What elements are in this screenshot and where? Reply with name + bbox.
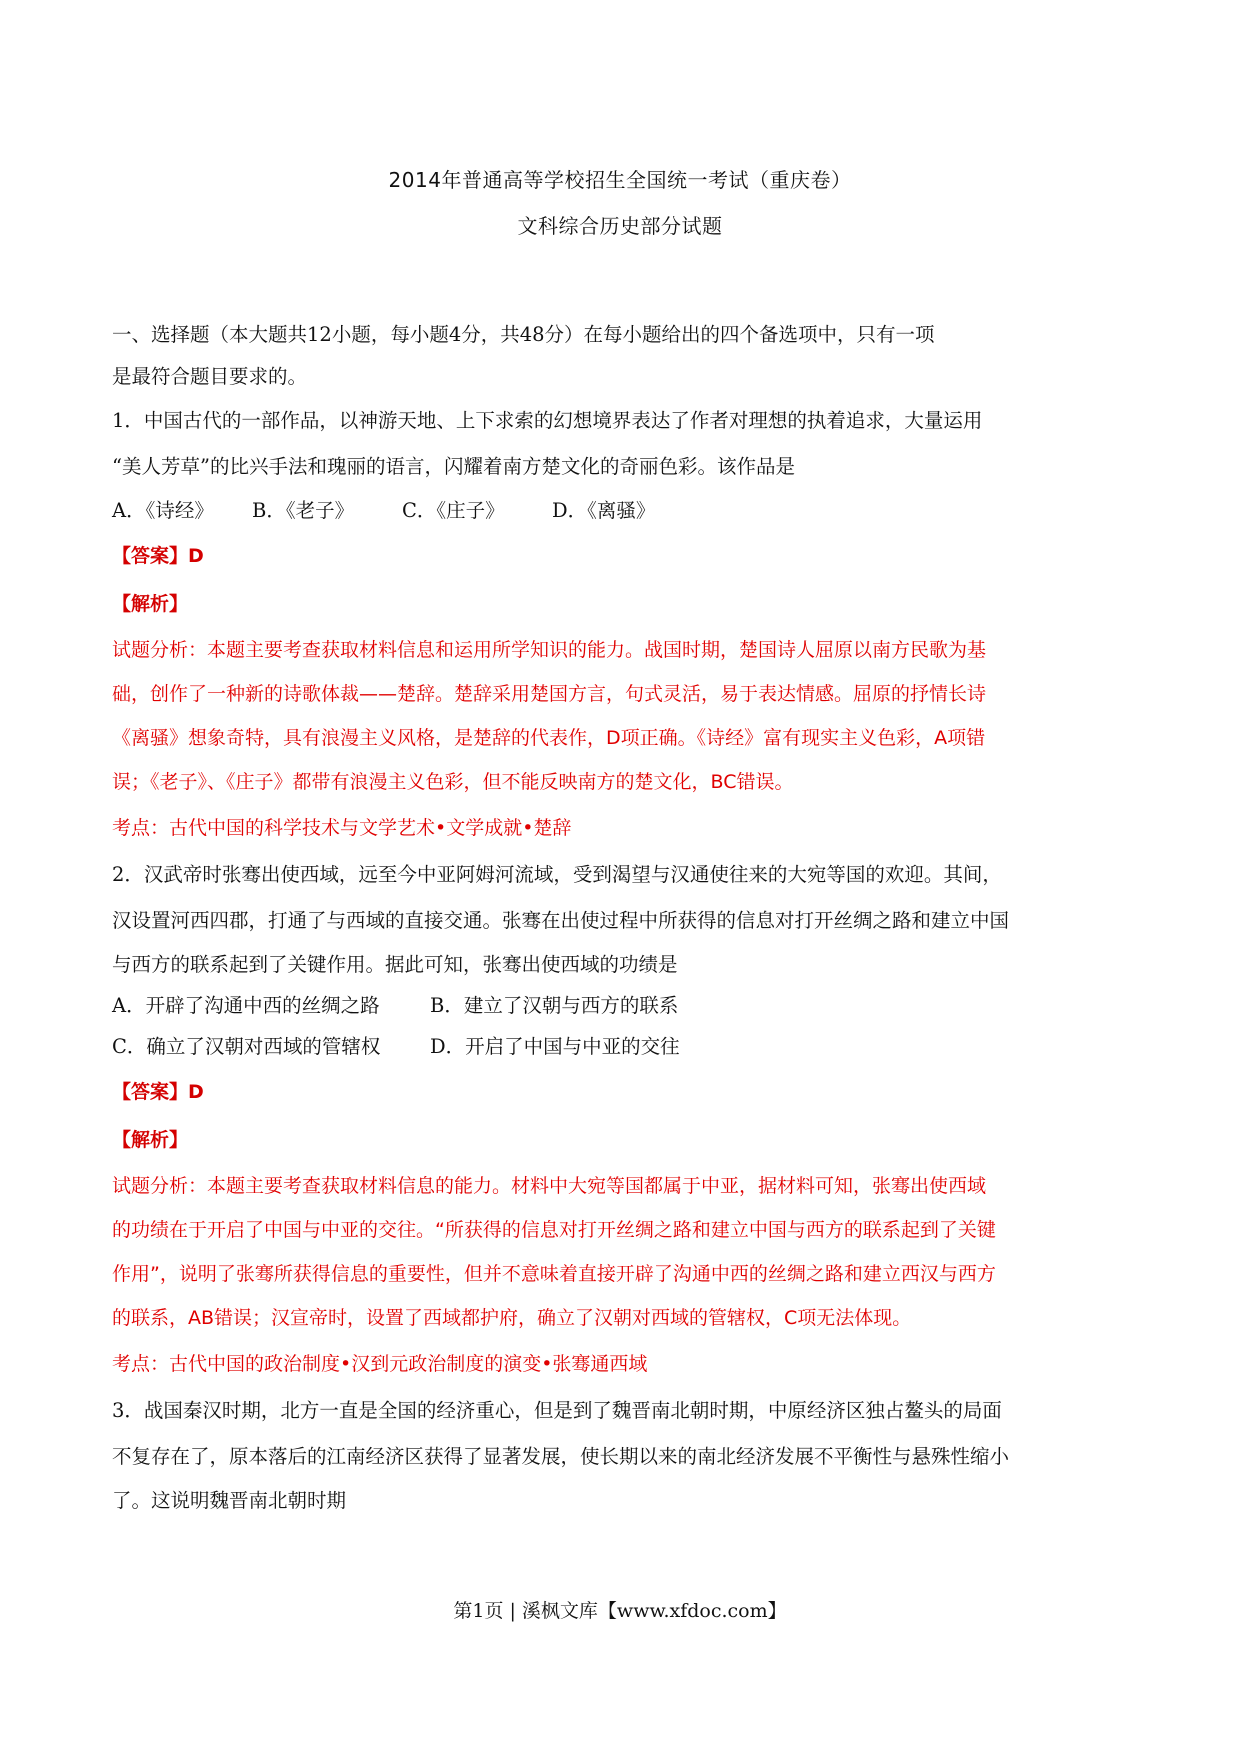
q2-stem-line-2: 汉设置河西四郡，打通了与西域的直接交通。张骞在出使过程中所获得的信息对打开丝绸之路和建立中国 bbox=[112, 909, 1010, 932]
section-heading-line-2: 是最符合题目要求的。 bbox=[112, 365, 308, 388]
q2-kaodian: 考点：古代中国的政治制度•汉到元政治制度的演变•张骞通西域 bbox=[112, 1353, 648, 1375]
q2-stem-line-1: 2．汉武帝时张骞出使西域，远至今中亚阿姆河流域，受到渴望与汉通使往来的大宛等国的欢迎。其间， bbox=[112, 863, 1002, 886]
q1-analysis-line-1: 试题分析：本题主要考查获取材料信息和运用所学知识的能力。战国时期，楚国诗人屈原以南方民歌为基 bbox=[112, 639, 987, 661]
exam-title: 2014年普通高等学校招生全国统一考试（重庆卷） bbox=[388, 168, 852, 192]
q3-stem-line-2: 不复存在了，原本落后的江南经济区获得了显著发展，使长期以来的南北经济发展不平衡性与悬殊性缩小 bbox=[112, 1445, 1010, 1468]
q2-analysis-line-2: 的功绩在于开启了中国与中亚的交往。“所获得的信息对打开丝绸之路和建立中国与西方的联系起到了关键 bbox=[112, 1219, 996, 1241]
q2-stem-line-3: 与西方的联系起到了关键作用。据此可知，张骞出使西域的功绩是 bbox=[112, 953, 678, 976]
q1-stem-line-2: “美人芳草”的比兴手法和瑰丽的语言，闪耀着南方楚文化的奇丽色彩。该作品是 bbox=[112, 455, 795, 478]
q2-analysis-label: 【解析】 bbox=[112, 1129, 189, 1151]
exam-content bbox=[112, 314, 1132, 1522]
q1-analysis-line-4: 误；《老子》、《庄子》都带有浪漫主义色彩，但不能反映南方的楚文化，BC错误。 bbox=[112, 771, 794, 793]
q1-analysis-line-2: 础，创作了一种新的诗歌体裁——楚辞。楚辞采用楚国方言，句式灵活，易于表达情感。屈原的抒情长诗 bbox=[112, 683, 987, 705]
q1-analysis-label: 【解析】 bbox=[112, 593, 189, 615]
q1-answer: 【答案】D bbox=[112, 545, 204, 567]
q2-option-a: A．开辟了沟通中西的丝绸之路 bbox=[112, 994, 380, 1017]
section-heading-line-1: 一、选择题（本大题共12小题，每小题4分，共48分）在每小题给出的四个备选项中，只有一项 bbox=[112, 323, 935, 346]
q2-option-d: D．开启了中国与中亚的交往 bbox=[430, 1035, 680, 1058]
q1-analysis-line-3: 《离骚》想象奇特，具有浪漫主义风格，是楚辞的代表作，D项正确。《诗经》富有现实主义色彩，A项错 bbox=[112, 727, 986, 749]
q1-options bbox=[112, 490, 1132, 532]
q2-options-row-2 bbox=[112, 1026, 1132, 1068]
q3-stem-line-1: 3．战国秦汉时期，北方一直是全国的经济重心，但是到了魏晋南北朝时期，中原经济区独占鳌头的局面 bbox=[112, 1399, 1002, 1422]
q1-option-a: A．《诗经》 bbox=[112, 499, 214, 522]
q2-analysis-line-4: 的联系，AB错误；汉宣帝时，设置了西域都护府，确立了汉朝对西域的管辖权，C项无法体现。 bbox=[112, 1307, 912, 1329]
q2-option-b: B．建立了汉朝与西方的联系 bbox=[430, 994, 679, 1017]
q2-answer: 【答案】D bbox=[112, 1081, 204, 1103]
q1-option-d: D．《离骚》 bbox=[552, 499, 656, 522]
q2-options-row-1 bbox=[112, 986, 1132, 1026]
exam-subtitle: 文科综合历史部分试题 bbox=[517, 214, 723, 238]
q2-analysis-line-3: 作用”，说明了张骞所获得信息的重要性，但并不意味着直接开辟了沟通中西的丝绸之路和建立西汉与西方 bbox=[112, 1263, 996, 1285]
q2-analysis-line-1: 试题分析：本题主要考查获取材料信息的能力。材料中大宛等国都属于中亚，据材料可知，张骞出使西域 bbox=[112, 1175, 987, 1197]
q1-kaodian: 考点：古代中国的科学技术与文学艺术•文学成就•楚辞 bbox=[112, 817, 572, 839]
q1-option-b: B．《老子》 bbox=[252, 499, 355, 522]
q1-option-c: C．《庄子》 bbox=[402, 499, 505, 522]
page-footer: 第1页 | 溪枫文库【www.xfdoc.com】 bbox=[453, 1600, 787, 1622]
q2-option-c: C．确立了汉朝对西域的管辖权 bbox=[112, 1035, 381, 1058]
q3-stem-line-3: 了。这说明魏晋南北朝时期 bbox=[112, 1489, 347, 1512]
q1-stem-line-1: 1．中国古代的一部作品，以神游天地、上下求索的幻想境界表达了作者对理想的执着追求，大量运用 bbox=[112, 409, 983, 432]
